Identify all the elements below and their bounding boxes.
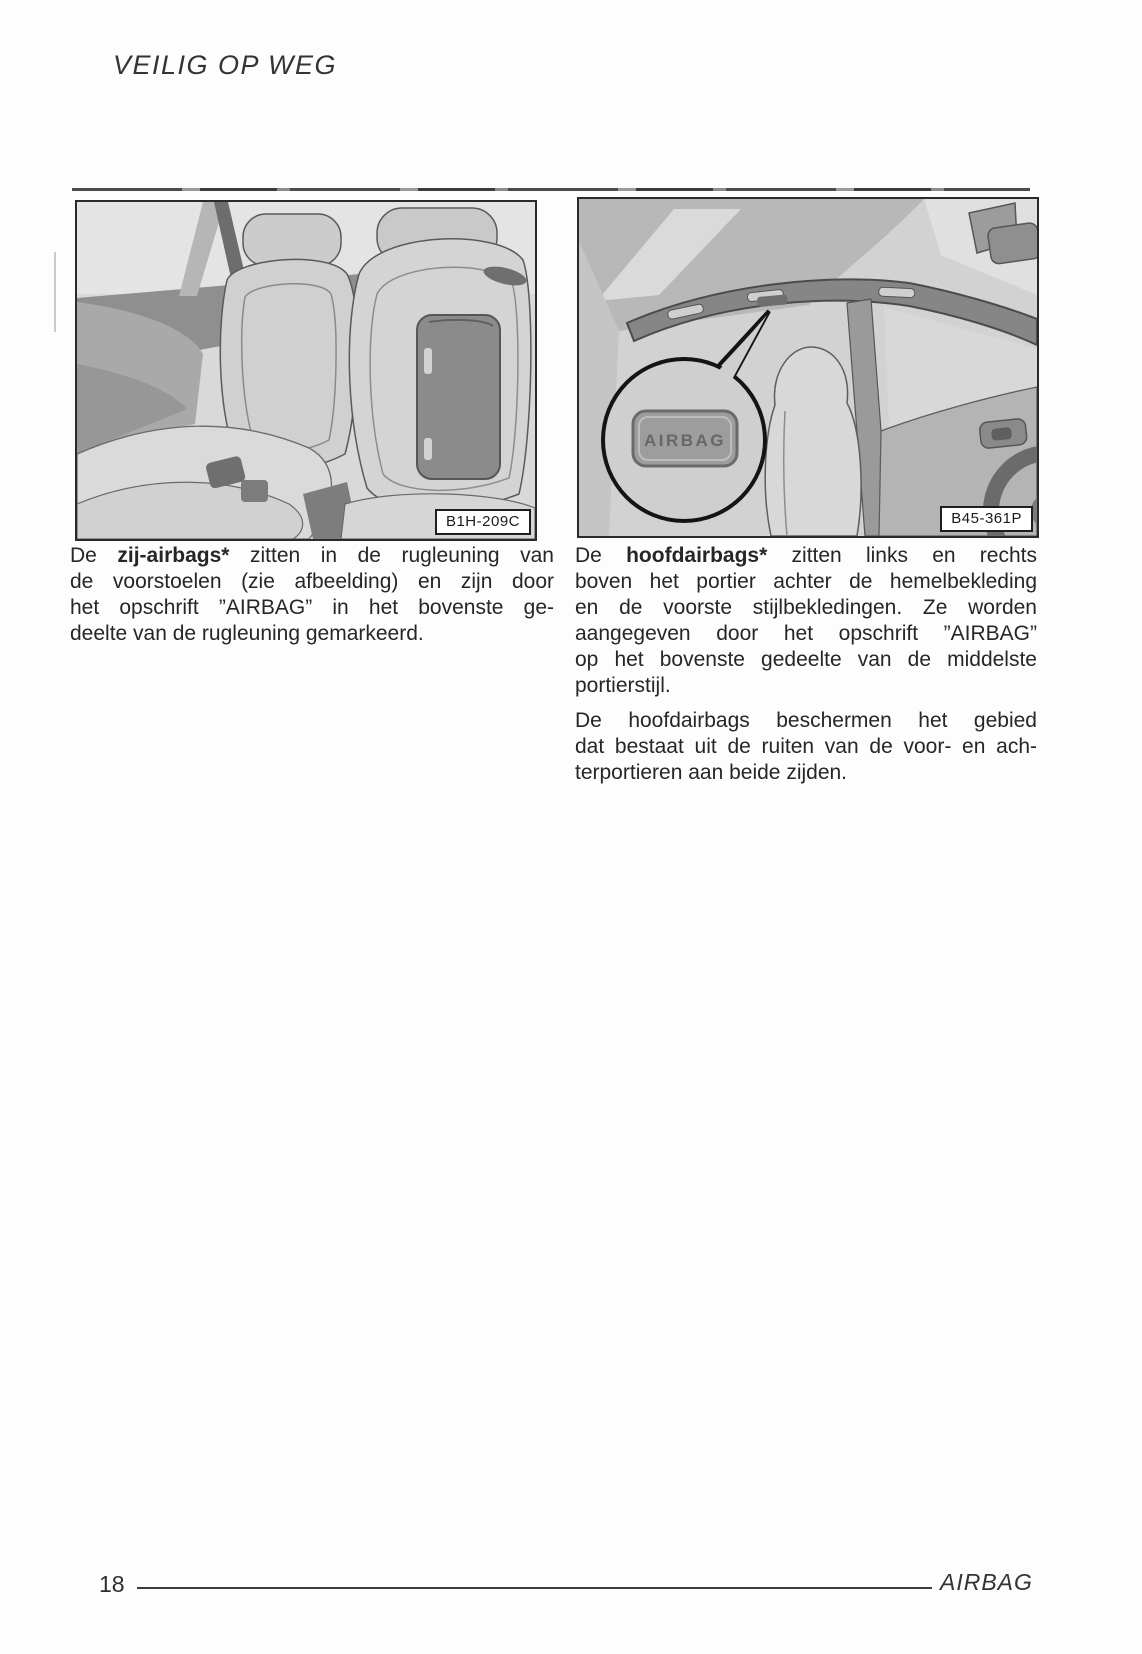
text-line [70,595,554,621]
text-column-right [575,543,1037,786]
text-segment: portierstijl. [575,674,671,697]
text-segment: De [575,544,627,567]
text-segment: het opschrift ”AIRBAG” in het bovenste ge- [70,596,554,619]
text-segment: boven het portier achter de hemelbekleding [575,570,1037,593]
top-rule [72,188,1030,191]
footer-rule [137,1587,932,1589]
emblem-text: AIRBAG [643,431,727,450]
text-line [575,734,1037,760]
footer-page-number: 18 [99,1571,125,1597]
text-segment: terportieren aan beide zijden. [575,761,848,784]
figure-code-label: B45-361P [940,506,1033,532]
text-segment: hoofdairbags* [626,544,768,567]
paragraph [575,708,1037,786]
text-segment: zitten links en rechts [767,544,1037,567]
text-segment: zitten in de rugleuning van [229,544,554,567]
text-segment: zij-airbags* [117,544,230,567]
airbag-emblem [633,411,737,466]
figure-side-airbag [75,200,537,541]
figure-head-airbag [577,197,1039,538]
paragraph [70,543,554,647]
scan-artifact-line [54,252,56,332]
text-line [575,647,1037,673]
footer-section-label: AIRBAG [940,1569,1033,1595]
text-segment: en de voorste stijlbekledingen. Ze worden [575,596,1037,619]
page-title: VEILIG OP WEG [113,50,338,80]
figure-code-label: B1H-209C [435,509,531,535]
text-segment: op het bovenste gedeelte van de middelste [575,648,1037,671]
text-line [575,595,1037,621]
text-line [575,543,1037,569]
text-segment: dat bestaat uit de ruiten van de voor- en ach- [575,735,1037,758]
text-line [575,673,1037,699]
text-line [575,760,1037,786]
paragraph [575,543,1037,699]
text-line [575,621,1037,647]
text-column-left [70,543,554,647]
text-segment: deelte van de rugleuning gemarkeerd. [70,622,424,645]
text-segment: De hoofdairbags beschermen het gebied [575,709,1037,732]
text-line [70,569,554,595]
text-segment: aangegeven door het opschrift ”AIRBAG” [575,622,1037,645]
text-line [70,621,554,647]
head-airbag-illustration [579,199,1037,536]
text-line [575,569,1037,595]
text-segment: de voorstoelen (zie afbeelding) en zijn door [70,570,554,593]
text-segment: De [70,544,118,567]
side-airbag-illustration [77,202,535,539]
text-line [70,543,554,569]
text-line [575,708,1037,734]
